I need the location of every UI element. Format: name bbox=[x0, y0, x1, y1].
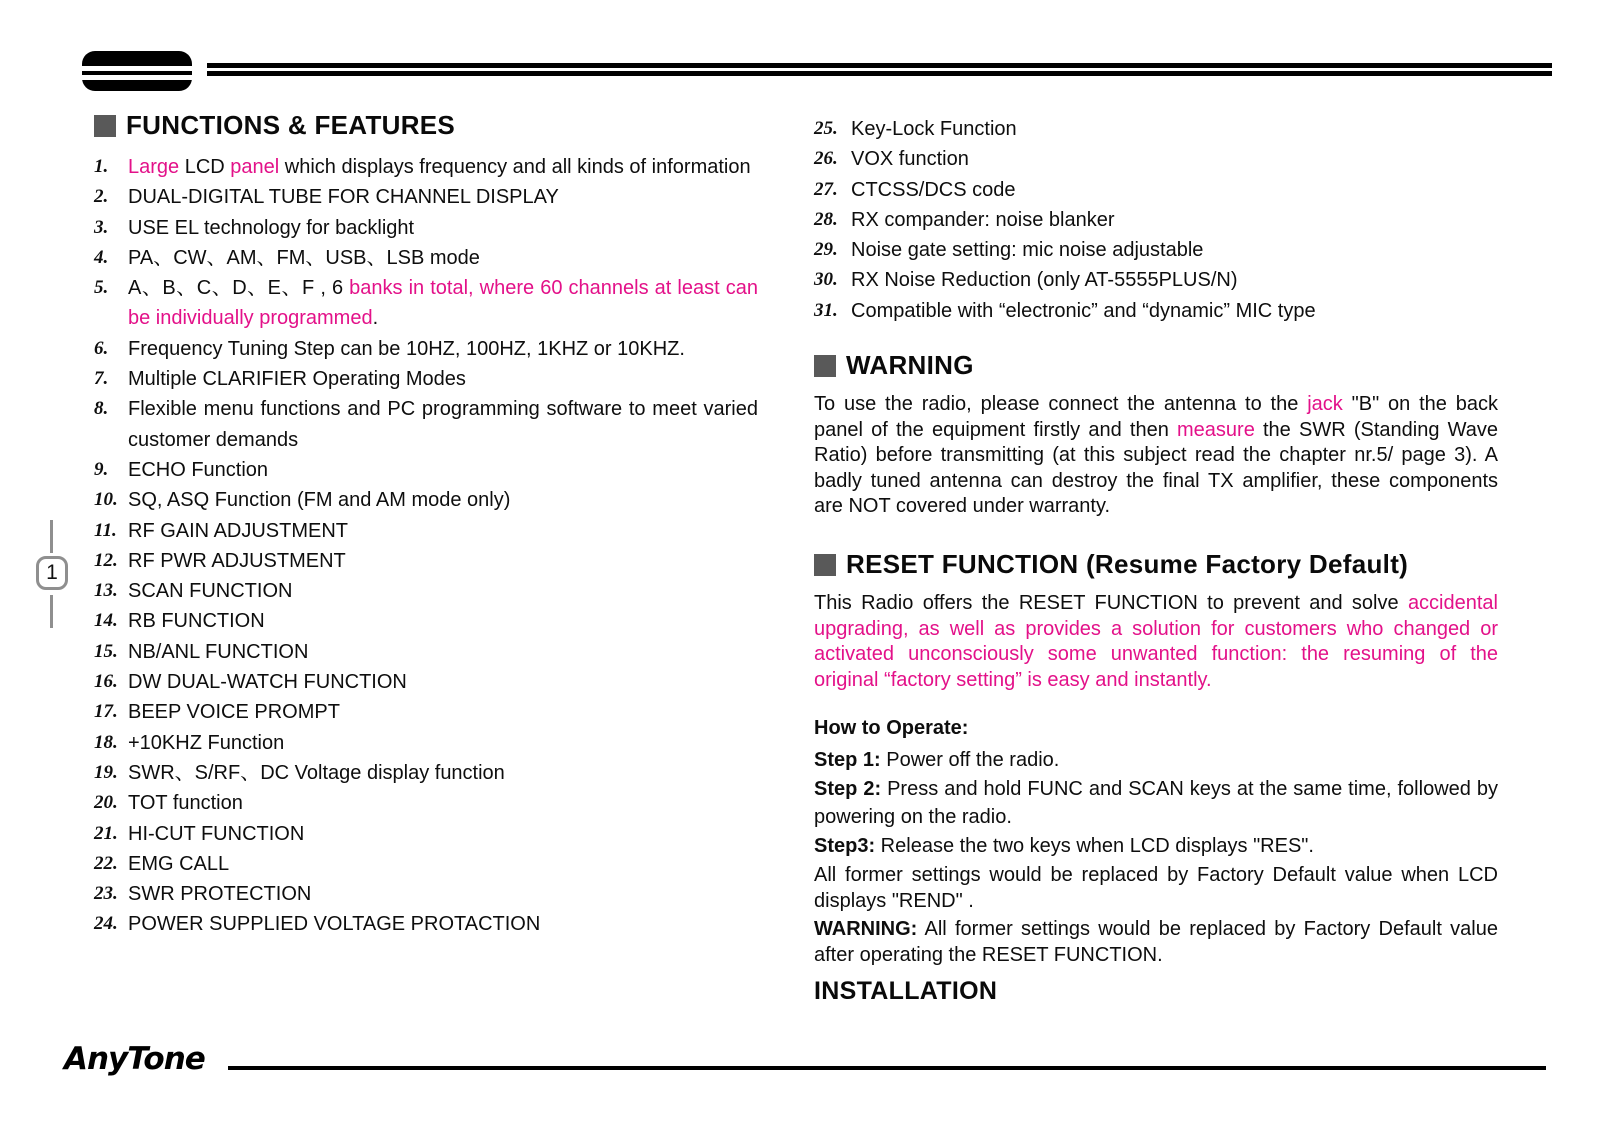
text-segment: accidental upgrading, as well as provides a solution for customers who changed or activated unconsciously some unwanted function: the resuming of the original “factory setting” is easy and instantly. bbox=[814, 592, 1498, 691]
feature-item bbox=[94, 758, 758, 788]
feature-item bbox=[94, 455, 758, 485]
header-logo-mark-icon bbox=[82, 51, 192, 91]
reset-note: All former settings would be replaced by Factory Default value when LCD displays "REND" . bbox=[814, 864, 1498, 913]
feature-item bbox=[94, 516, 758, 546]
feature-item bbox=[814, 175, 1498, 205]
how-to-step bbox=[814, 832, 1498, 860]
feature-number: 25. bbox=[814, 118, 838, 139]
how-to-operate-title: How to Operate: bbox=[814, 717, 969, 740]
section-title: FUNCTIONS & FEATURES bbox=[126, 110, 456, 140]
feature-item bbox=[814, 114, 1498, 144]
feature-text bbox=[128, 697, 758, 727]
feature-text bbox=[851, 205, 1498, 235]
feature-item bbox=[94, 697, 758, 727]
feature-number: 6. bbox=[94, 337, 109, 359]
feature-item bbox=[94, 364, 758, 394]
text-segment: ECHO Function bbox=[128, 458, 269, 481]
feature-item bbox=[94, 546, 758, 576]
feature-number: 23. bbox=[94, 883, 118, 905]
text-segment: RF GAIN ADJUSTMENT bbox=[128, 519, 349, 542]
feature-number: 14. bbox=[94, 610, 118, 632]
text-segment: which displays frequency and all kinds of information bbox=[279, 156, 751, 178]
feature-text bbox=[851, 235, 1498, 265]
feature-item bbox=[94, 243, 758, 273]
text-segment: SQ, ASQ Function (FM and AM mode only) bbox=[128, 489, 511, 512]
feature-item bbox=[814, 144, 1498, 174]
feature-text bbox=[128, 819, 758, 849]
feature-text bbox=[128, 637, 758, 667]
feature-number: 17. bbox=[94, 701, 118, 723]
section-title: RESET FUNCTION (Resume Factory Default) bbox=[846, 549, 1409, 580]
text-segment: A、B、C、D、E、F , 6 bbox=[128, 277, 350, 300]
text-segment: panel bbox=[230, 156, 280, 178]
feature-text bbox=[128, 213, 758, 243]
step-text: Power off the radio. bbox=[880, 749, 1060, 772]
text-segment: VOX function bbox=[851, 148, 969, 171]
feature-text bbox=[128, 728, 758, 758]
feature-number: 4. bbox=[94, 246, 109, 268]
feature-text bbox=[851, 144, 1498, 174]
feature-item bbox=[814, 235, 1498, 265]
feature-number: 26. bbox=[814, 148, 838, 170]
feature-text bbox=[128, 758, 758, 788]
step-text: Release the two keys when LCD displays "RES". bbox=[875, 834, 1314, 857]
feature-number: 7. bbox=[94, 368, 109, 390]
feature-text bbox=[128, 334, 758, 364]
right-column bbox=[814, 110, 1498, 1006]
feature-item bbox=[94, 273, 758, 334]
text-segment: To use the radio, please connect the antenna to the bbox=[814, 393, 1308, 416]
feature-text bbox=[128, 788, 758, 818]
text-segment: NB/ANL FUNCTION bbox=[128, 640, 309, 663]
text-segment: LCD bbox=[184, 156, 231, 178]
text-segment: Multiple CLARIFIER Operating Modes bbox=[128, 368, 466, 391]
feature-text bbox=[128, 455, 758, 485]
feature-text bbox=[128, 485, 758, 515]
feature-number: 24. bbox=[94, 913, 118, 935]
text-segment: RX Noise Reduction (only AT-5555PLUS/N) bbox=[851, 269, 1238, 292]
feature-item bbox=[94, 485, 758, 515]
feature-item bbox=[94, 606, 758, 636]
reset-paragraph bbox=[814, 591, 1498, 693]
feature-item bbox=[814, 296, 1498, 326]
feature-number: 3. bbox=[94, 216, 109, 238]
feature-text bbox=[851, 296, 1498, 326]
feature-item bbox=[94, 849, 758, 879]
feature-item bbox=[94, 576, 758, 606]
section-bullet-icon bbox=[814, 554, 836, 576]
page-marker-line-bottom bbox=[50, 595, 53, 628]
text-segment: +10KHZ Function bbox=[128, 731, 285, 754]
feature-number: 5. bbox=[94, 277, 109, 299]
feature-item bbox=[94, 213, 758, 243]
page-marker-line-top bbox=[50, 520, 53, 553]
features-list bbox=[94, 152, 758, 940]
feature-item bbox=[94, 667, 758, 697]
how-to-step bbox=[814, 775, 1498, 832]
section-bullet-icon bbox=[814, 355, 836, 377]
feature-item bbox=[94, 637, 758, 667]
text-segment: TOT function bbox=[128, 792, 243, 815]
text-segment: Key-Lock Function bbox=[851, 118, 1017, 140]
feature-text bbox=[128, 182, 758, 212]
text-segment: banks in total, where 60 channels at least can be individually programmed bbox=[128, 277, 758, 330]
feature-number: 11. bbox=[94, 519, 117, 541]
section-title: WARNING bbox=[846, 350, 974, 381]
feature-number: 30. bbox=[814, 269, 838, 291]
text-segment: PA、CW、AM、FM、USB、LSB mode bbox=[128, 246, 480, 269]
section-heading-reset bbox=[814, 549, 1498, 580]
feature-number: 28. bbox=[814, 208, 838, 230]
step-label: Step3: bbox=[814, 834, 876, 857]
text-segment: Large bbox=[128, 156, 185, 178]
feature-text bbox=[128, 667, 758, 697]
text-segment: . bbox=[372, 307, 379, 330]
text-segment: CTCSS/DCS code bbox=[851, 178, 1016, 201]
feature-number: 2. bbox=[94, 186, 109, 208]
feature-number: 8. bbox=[94, 398, 109, 420]
header-rule-bottom bbox=[207, 71, 1552, 76]
section-heading-warning bbox=[814, 350, 1498, 381]
text-segment: SCAN FUNCTION bbox=[128, 580, 293, 603]
feature-number: 22. bbox=[94, 852, 118, 874]
feature-number: 1. bbox=[94, 156, 109, 177]
text-segment: measure bbox=[1177, 418, 1255, 441]
logo-stripe bbox=[82, 75, 192, 80]
content-columns bbox=[94, 110, 1498, 1006]
feature-text bbox=[128, 576, 758, 606]
text-segment: HI-CUT FUNCTION bbox=[128, 822, 305, 845]
feature-item bbox=[94, 394, 758, 455]
text-segment: jack bbox=[1307, 393, 1343, 416]
how-to-steps bbox=[814, 746, 1498, 860]
feature-text bbox=[128, 546, 758, 576]
text-segment: This Radio offers the RESET FUNCTION to prevent and solve bbox=[814, 592, 1408, 615]
text-segment: RB FUNCTION bbox=[128, 610, 265, 633]
feature-text bbox=[851, 175, 1498, 205]
feature-item bbox=[94, 334, 758, 364]
header-rule-top bbox=[207, 63, 1552, 68]
step-text: Press and hold FUNC and SCAN keys at the same time, followed by powering on the radio. bbox=[814, 777, 1498, 829]
feature-item bbox=[814, 205, 1498, 235]
feature-text bbox=[128, 849, 758, 879]
text-segment: DW DUAL-WATCH FUNCTION bbox=[128, 671, 407, 694]
feature-item bbox=[814, 265, 1498, 295]
feature-item bbox=[94, 819, 758, 849]
feature-text bbox=[128, 879, 758, 909]
feature-number: 19. bbox=[94, 761, 118, 783]
section-heading-installation: INSTALLATION bbox=[814, 977, 998, 1006]
feature-text bbox=[128, 152, 758, 182]
text-segment: RF PWR ADJUSTMENT bbox=[128, 549, 346, 572]
warning-text: All former settings would be replaced by Factory Default value after operating the RESET FUNCTION. bbox=[814, 918, 1498, 967]
feature-item bbox=[94, 788, 758, 818]
step-label: Step 1: bbox=[814, 749, 881, 772]
text-segment: RX compander: noise blanker bbox=[851, 208, 1115, 231]
feature-item bbox=[94, 879, 758, 909]
text-segment: DUAL-DIGITAL TUBE FOR CHANNEL DISPLAY bbox=[128, 186, 559, 209]
text-segment: SWR PROTECTION bbox=[128, 883, 312, 906]
section-bullet-icon bbox=[94, 115, 116, 137]
feature-item bbox=[94, 728, 758, 758]
feature-item bbox=[94, 152, 758, 182]
feature-number: 12. bbox=[94, 549, 118, 571]
text-segment: BEEP VOICE PROMPT bbox=[128, 701, 340, 724]
page-number-badge bbox=[36, 556, 68, 590]
text-segment: Noise gate setting: mic noise adjustable bbox=[851, 239, 1204, 262]
feature-item bbox=[94, 909, 758, 939]
reset-warning-note bbox=[814, 916, 1498, 968]
text-segment: Flexible menu functions and PC programming software to meet varied customer demands bbox=[128, 398, 758, 451]
feature-number: 16. bbox=[94, 671, 118, 693]
text-segment: Compatible with “electronic” and “dynamic” MIC type bbox=[851, 299, 1316, 322]
feature-text bbox=[128, 606, 758, 636]
footer-rule bbox=[228, 1066, 1546, 1070]
feature-number: 20. bbox=[94, 792, 118, 814]
feature-number: 27. bbox=[814, 178, 838, 200]
feature-number: 18. bbox=[94, 731, 118, 753]
text-segment: EMG CALL bbox=[128, 852, 230, 875]
feature-number: 9. bbox=[94, 458, 109, 480]
feature-item bbox=[94, 182, 758, 212]
text-segment: Frequency Tuning Step can be 10HZ, 100HZ, 1KHZ or 10KHZ. bbox=[128, 337, 685, 360]
feature-number: 13. bbox=[94, 580, 118, 602]
feature-number: 10. bbox=[94, 489, 118, 511]
feature-number: 29. bbox=[814, 239, 838, 261]
warning-paragraph bbox=[814, 392, 1498, 520]
feature-number: 31. bbox=[814, 299, 838, 321]
feature-text bbox=[851, 265, 1498, 295]
feature-text bbox=[128, 394, 758, 455]
text-segment: the SWR (Standing Wave Ratio) before transmitting (at this subject read the chapter nr.5/ page 3). A badly tuned antenna can destroy the final TX amplifier, these components are NOT covered under warranty. bbox=[814, 418, 1498, 518]
features-list-continued bbox=[814, 114, 1498, 326]
feature-text bbox=[851, 114, 1498, 144]
section-heading-functions bbox=[94, 110, 758, 141]
text-segment: "B" on the back panel of the equipment firstly and then bbox=[814, 393, 1498, 441]
text-segment: SWR、S/RF、DC Voltage display function bbox=[128, 761, 505, 784]
feature-text bbox=[128, 273, 758, 334]
warning-label: WARNING: bbox=[814, 918, 918, 941]
feature-text bbox=[128, 516, 758, 546]
feature-number: 21. bbox=[94, 822, 118, 844]
text-segment: POWER SUPPLIED VOLTAGE PROTACTION bbox=[128, 913, 541, 936]
feature-text bbox=[128, 243, 758, 273]
how-to-step bbox=[814, 746, 1498, 774]
brand-logo: AnyTone bbox=[64, 1041, 205, 1077]
logo-stripe bbox=[82, 66, 192, 71]
feature-text bbox=[128, 909, 758, 939]
feature-text bbox=[128, 364, 758, 394]
step-label: Step 2: bbox=[814, 777, 882, 800]
feature-number: 15. bbox=[94, 640, 118, 662]
left-column bbox=[94, 110, 758, 1006]
text-segment: USE EL technology for backlight bbox=[128, 216, 415, 239]
page-number: 1 bbox=[46, 561, 58, 584]
